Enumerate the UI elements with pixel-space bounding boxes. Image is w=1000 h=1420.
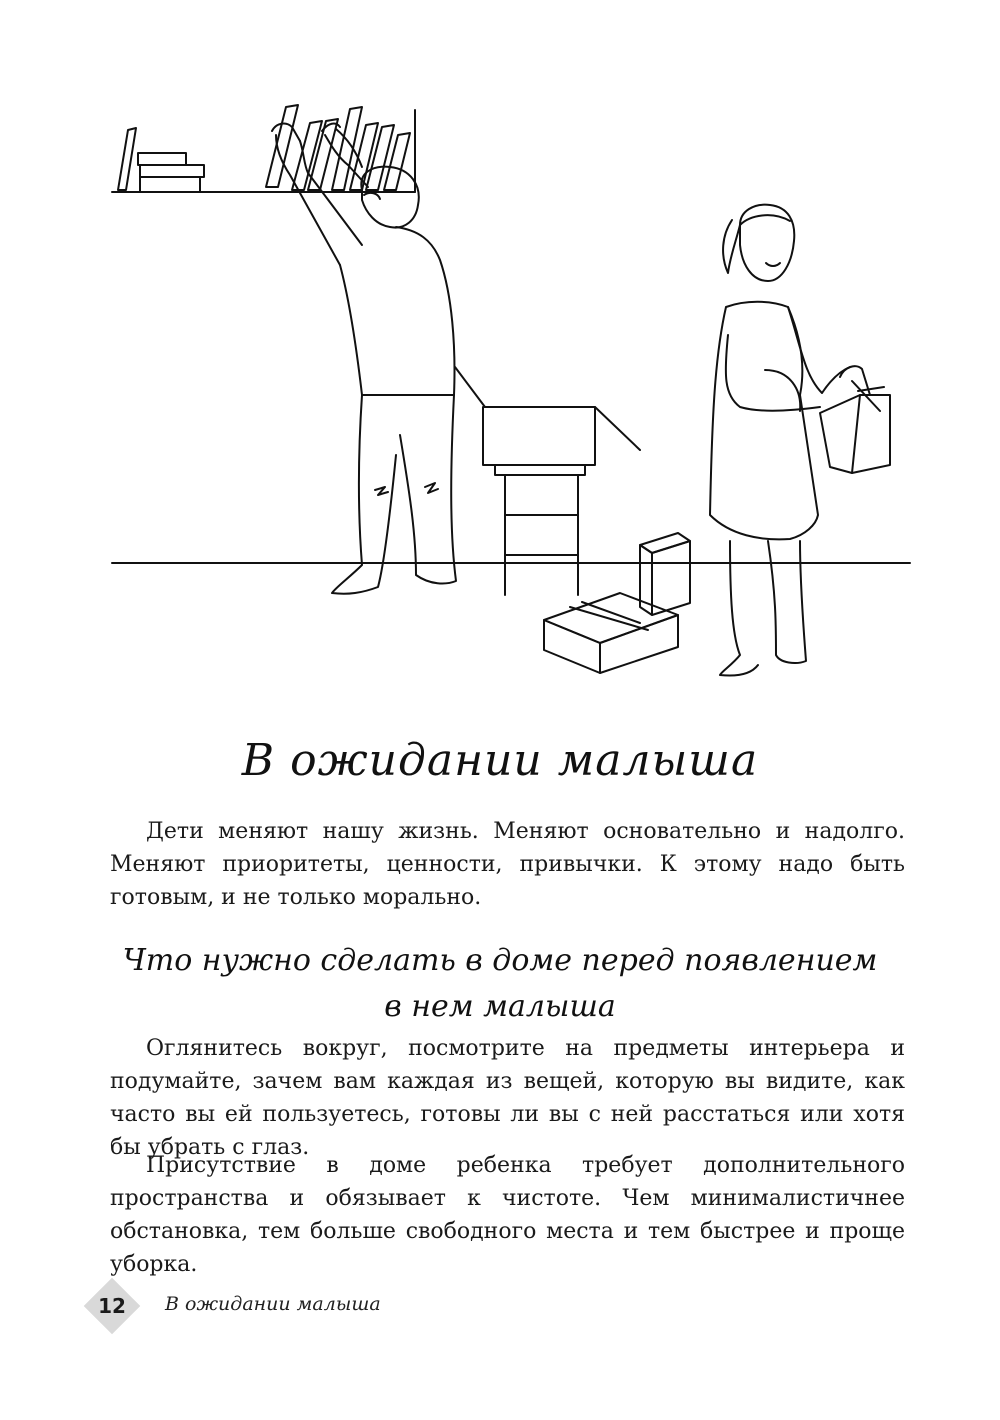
body-paragraph-space: Присутствие в доме ребенка требует дополнительного пространства и обязывает к чистоте. Чем минималистичнее обстановка, тем больше свободного места и тем быстрее и проще уборка. [110, 1153, 905, 1277]
section-title [0, 938, 1000, 1030]
section-title-line-1: Что нужно сделать в доме перед появлением [122, 943, 878, 978]
body-paragraph-look-around: Оглянитесь вокруг, посмотрите на предметы интерьера и подумайте, зачем вам каждая из вещей, которую вы видите, как часто вы ей пользуетесь, готовы ли вы с ней расстаться или хотя бы убрать с глаз. [110, 1036, 905, 1160]
stool-with-box [455, 367, 640, 595]
books-left [118, 128, 204, 192]
page-number: 12 [98, 1294, 126, 1318]
woman-figure [710, 205, 850, 676]
page-number-badge [84, 1278, 140, 1334]
section-title-line-2: в нем малыша [384, 989, 616, 1024]
man-figure [272, 124, 456, 594]
books-shelf-right [266, 105, 410, 190]
running-head: В ожидании малыша [165, 1293, 381, 1315]
illustration-couple-packing [100, 95, 920, 695]
intro-paragraph: Дети меняют нашу жизнь. Меняют основательно и надолго. Меняют приоритеты, ценности, привычки. К этому надо быть готовым, и не только морально. [110, 819, 905, 910]
chapter-title: В ожидании малыша [241, 735, 759, 786]
